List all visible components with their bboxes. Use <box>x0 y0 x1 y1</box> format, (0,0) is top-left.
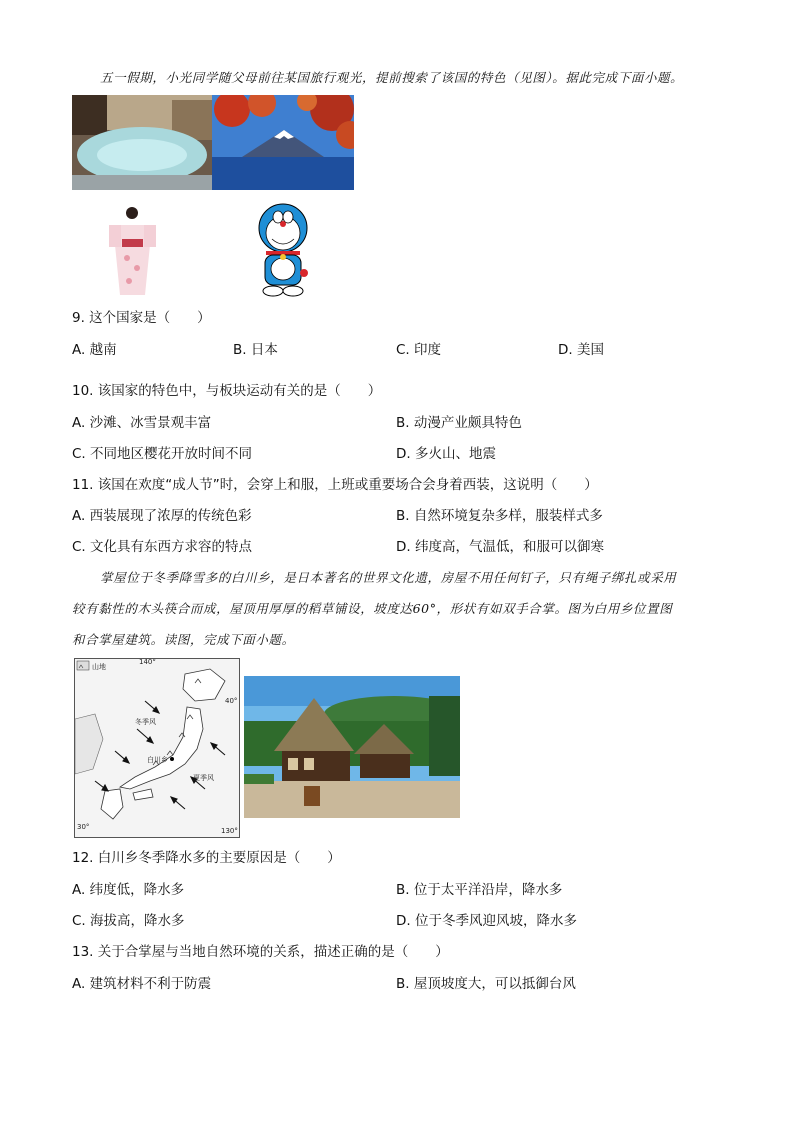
map-longitude-top: 140° <box>139 658 156 666</box>
q12-option-b[interactable]: B. 位于太平洋沿岸，降水多 <box>396 882 563 898</box>
q10-option-a[interactable]: A. 沙滩、冰雪景观丰富 <box>72 415 212 431</box>
q9-option-c[interactable]: C. 印度 <box>396 342 442 358</box>
intro-paragraph-1: 五一假期，小光同学随父母前往某国旅行观光，提前搜索了该国的特色（见图）。据此完成下面小题。 <box>100 70 684 85</box>
map-latitude-left: 30° <box>77 823 90 831</box>
question-13: 13. 关于合掌屋与当地自然环境的关系，描述正确的是（ ） <box>72 944 449 960</box>
q9-option-a[interactable]: A. 越南 <box>72 342 117 358</box>
q12-option-d[interactable]: D. 位于冬季风迎风坡，降水多 <box>396 913 577 929</box>
map-summer-wind-label: 夏季风 <box>193 774 214 782</box>
question-9: 9. 这个国家是（ ） <box>72 310 211 326</box>
q10-option-c[interactable]: C. 不同地区樱花开放时间不同 <box>72 446 253 462</box>
question-10: 10. 该国家的特色中，与板块运动有关的是（ ） <box>72 383 382 399</box>
intro-paragraph-2-line-3: 和合掌屋建筑。读图，完成下面小题。 <box>72 632 295 647</box>
question-11: 11. 该国在欢度“成人节”时，会穿上和服，上班或重要场合会身着西装，这说明（ ） <box>72 477 598 493</box>
doraemon-picture <box>252 203 314 298</box>
q12-option-c[interactable]: C. 海拔高，降水多 <box>72 913 185 929</box>
map-drawing <box>75 659 239 837</box>
q13-option-a[interactable]: A. 建筑材料不利于防震 <box>72 976 212 992</box>
q11-option-b[interactable]: B. 自然环境复杂多样，服装样式多 <box>396 508 603 524</box>
intro-paragraph-2-line-2: 较有黏性的木头筷合而成，屋顶用厚厚的稻草铺设，坡度达60°，形状有如双手合掌。图为白用乡位置图 <box>72 601 673 616</box>
map-shirakawa-label: 白川乡 <box>147 756 168 764</box>
gassho-house-photo <box>244 676 460 818</box>
q11-option-c[interactable]: C. 文化具有东西方求容的特点 <box>72 539 253 555</box>
japan-location-map <box>74 658 240 838</box>
q11-option-a[interactable]: A. 西装展现了浓厚的传统色彩 <box>72 508 252 524</box>
q11-option-d[interactable]: D. 纬度高，气温低，和服可以御寒 <box>396 539 604 555</box>
question-12: 12. 白川乡冬季降水多的主要原因是（ ） <box>72 850 341 866</box>
q12-option-a[interactable]: A. 纬度低，降水多 <box>72 882 185 898</box>
kimono-photo <box>105 203 160 298</box>
q9-option-d[interactable]: D. 美国 <box>558 342 604 358</box>
hot-spring-photo <box>72 95 212 190</box>
intro-paragraph-2-line-1: 掌屋位于冬季降雪多的白川乡，是日本著名的世界文化遗，房屋不用任何钉子，只有绳子绑扎或采用 <box>100 570 677 585</box>
q10-option-b[interactable]: B. 动漫产业颇具特色 <box>396 415 522 431</box>
map-winter-wind-label: 冬季风 <box>135 718 156 726</box>
map-latitude-right: 40° <box>225 697 238 705</box>
map-legend-mountain: 山地 <box>92 663 106 671</box>
q9-option-b[interactable]: B. 日本 <box>233 342 278 358</box>
map-longitude-bottom: 130° <box>221 827 238 835</box>
q10-option-d[interactable]: D. 多火山、地震 <box>396 446 496 462</box>
q13-option-b[interactable]: B. 屋顶坡度大，可以抵御台风 <box>396 976 576 992</box>
mount-fuji-photo <box>212 95 354 190</box>
